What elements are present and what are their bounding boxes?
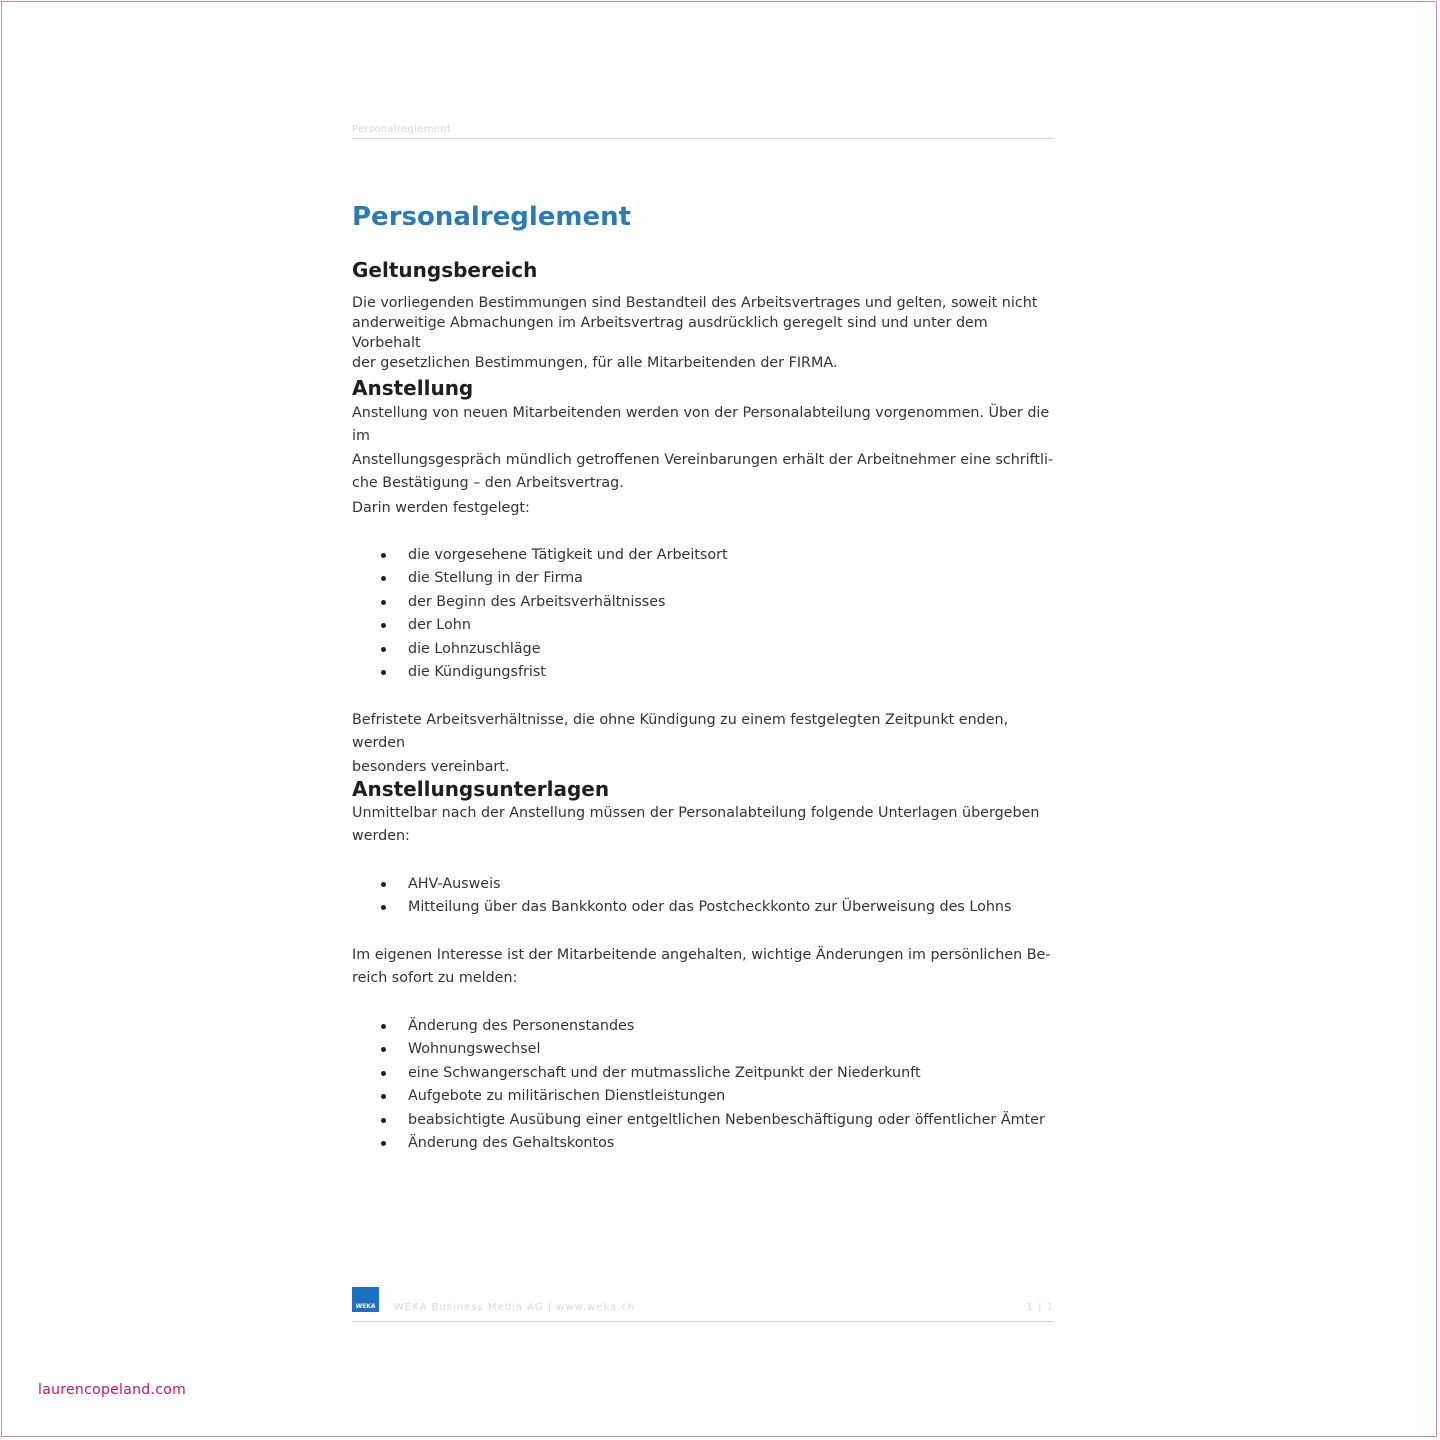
document-page <box>352 0 1054 1440</box>
running-header: Personalreglement <box>352 124 1054 139</box>
paragraph-intro: Darin werden festgelegt: <box>352 500 530 516</box>
list-item: die vorgesehene Tätigkeit und der Arbeitsort <box>352 544 1054 567</box>
bullet-icon <box>381 600 386 605</box>
footer-divider <box>352 1321 1054 1322</box>
bullet-icon <box>381 905 386 910</box>
text-line: reich sofort zu melden: <box>352 970 518 987</box>
text-line: Anstellungsgespräch mündlich getroffenen Vereinbarungen erhält der Arbeitnehmer eine schriftli- <box>352 451 1054 468</box>
text-line: Anstellung von neuen Mitarbeitenden werden von der Personalabteilung vorgenommen. Über die im <box>352 405 1050 445</box>
text-line: Befristete Arbeitsverhältnisse, die ohne Kündigung zu einem festgelegten Zeitpunkt enden, werden <box>352 712 1009 752</box>
bullet-icon <box>381 670 386 675</box>
list-item: der Lohn <box>352 614 1054 637</box>
text-line: besonders vereinbart. <box>352 758 510 775</box>
list-item: Änderung des Personenstandes <box>352 1015 1054 1038</box>
list-item: Mitteilung über das Bankkonto oder das Postcheckkonto zur Überweisung des Lohns <box>352 896 1054 919</box>
text-line: Im eigenen Interesse ist der Mitarbeitende angehalten, wichtige Änderungen im persönlichen Be- <box>352 947 1051 963</box>
list-item: die Stellung in der Firma <box>352 567 1054 590</box>
text-line: Die vorliegenden Bestimmungen sind Bestandteil des Arbeitsvertrages und gelten, soweit nicht <box>352 295 1038 311</box>
paragraph-interesse <box>352 944 1054 991</box>
list-item: AHV-Ausweis <box>352 873 1054 896</box>
paragraph-anstellung <box>352 402 1054 496</box>
text-line: werden: <box>352 828 410 845</box>
bullet-icon <box>381 1047 386 1052</box>
bullet-icon <box>381 576 386 581</box>
paragraph-geltungsbereich <box>352 293 1054 373</box>
heading-anstellung: Anstellung <box>352 376 474 400</box>
bullet-icon <box>381 1094 386 1099</box>
list-item: der Beginn des Arbeitsverhältnisses <box>352 591 1054 614</box>
bullet-icon <box>381 553 386 558</box>
list-item: eine Schwangerschaft und der mutmassliche Zeitpunkt der Niederkunft <box>352 1062 1054 1085</box>
paragraph-unterlagen <box>352 802 1054 849</box>
bullet-icon <box>381 1071 386 1076</box>
text-line: Unmittelbar nach der Anstellung müssen der Personalabteilung folgende Unterlagen übergeben <box>352 805 1040 821</box>
document-title: Personalreglement <box>352 202 632 232</box>
bullet-icon <box>381 882 386 887</box>
text-line: che Bestätigung – den Arbeitsvertrag. <box>352 475 624 492</box>
text-line: anderweitige Abmachungen im Arbeitsvertrag ausdrücklich geregelt sind und unter dem Vorbehalt <box>352 315 988 351</box>
bullet-list-unterlagen <box>352 873 1054 920</box>
footer-company: WEKA Business Media AG | www.weka.ch <box>394 1302 636 1313</box>
bullet-icon <box>381 623 386 628</box>
list-item: beabsichtigte Ausübung einer entgeltlichen Nebenbeschäftigung oder öffentlicher Ämter <box>352 1109 1054 1132</box>
watermark-link[interactable]: laurencopeland.com <box>38 1382 187 1398</box>
footer-page-number: 1 | 1 <box>1026 1302 1054 1313</box>
list-item: die Kündigungsfrist <box>352 661 1054 684</box>
bullet-icon <box>381 1141 386 1146</box>
heading-geltungsbereich: Geltungsbereich <box>352 258 538 282</box>
paragraph-befristet <box>352 709 1054 779</box>
bullet-list-festgelegt <box>352 544 1054 684</box>
bullet-icon <box>381 1118 386 1123</box>
heading-anstellungsunterlagen: Anstellungsunterlagen <box>352 777 610 801</box>
bullet-list-aenderungen <box>352 1015 1054 1155</box>
weka-logo: WEKA <box>352 1287 379 1312</box>
text-line: der gesetzlichen Bestimmungen, für alle Mitarbeitenden der FIRMA. <box>352 355 838 371</box>
list-item: Änderung des Gehaltskontos <box>352 1132 1054 1155</box>
list-item: die Lohnzuschläge <box>352 638 1054 661</box>
bullet-icon <box>381 1024 386 1029</box>
bullet-icon <box>381 647 386 652</box>
list-item: Aufgebote zu militärischen Dienstleistungen <box>352 1085 1054 1108</box>
list-item: Wohnungswechsel <box>352 1038 1054 1061</box>
